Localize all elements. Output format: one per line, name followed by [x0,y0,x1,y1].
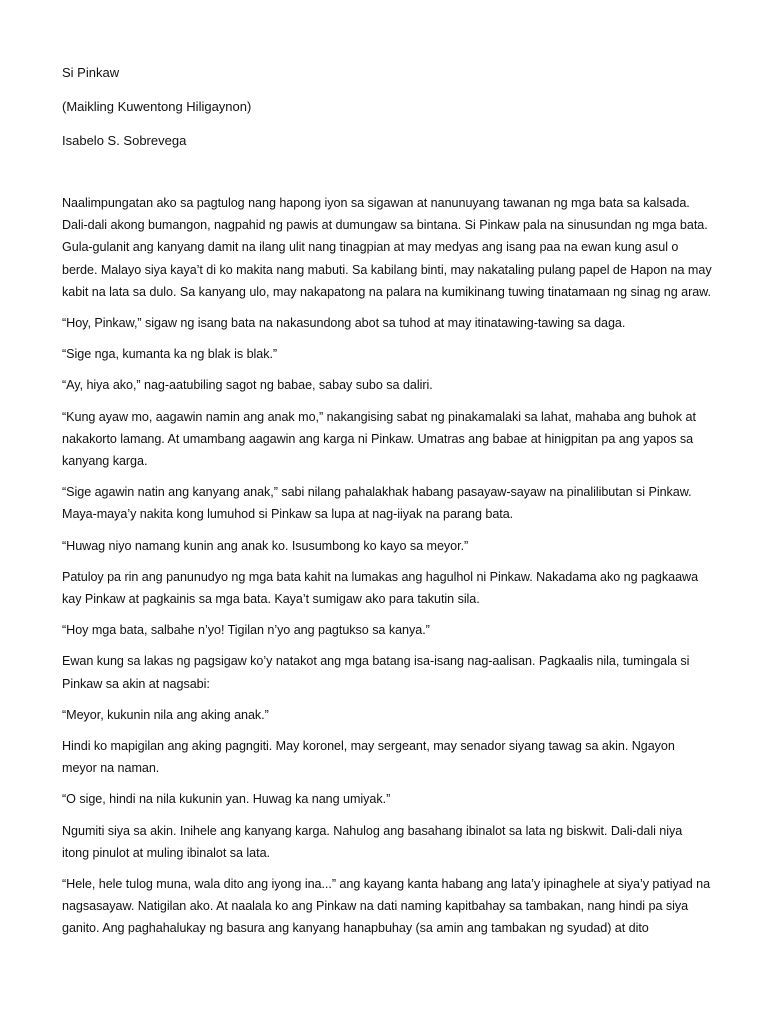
paragraph: “Kung ayaw mo, aagawin namin ang anak mo,” nakangising sabat ng pinakamalaki sa lahat, mahaba ang buhok at nakakorto lamang. At umambang aagawin ang karga ni Pinkaw. Umatras ang babae at hinigpitan pa ang yapos sa kanyang karga. [62,409,696,469]
story-body [62,192,712,949]
document-page [62,0,712,1024]
paragraph: Ewan kung sa lakas ng pagsigaw ko’y natakot ang mga batang isa-isang nag-aalisan. Pagkaalis nila, tumingala si Pinkaw sa akin at nagsabi: [62,654,690,691]
paragraph: Ngumiti siya sa akin. Inihele ang kanyang karga. Nahulog ang basahang ibinalot sa lata ng biskwit. Dali-dali niya itong pinulot at muling ibinalot sa lata. [62,823,683,860]
paragraph: Hindi ko mapigilan ang aking pagngiti. May koronel, may sergeant, may senador siyang tawag sa akin. Ngayon meyor na naman. [62,739,675,776]
story-title: Si Pinkaw [62,65,120,80]
paragraph: Patuloy pa rin ang panunudyo ng mga bata kahit na lumakas ang hagulhol ni Pinkaw. Nakadama ako ng pagkaawa kay Pinkaw at pagkainis sa mga bata. Kaya’t sumigaw ako para takutin sila. [62,569,699,607]
paragraph: “O sige, hindi na nila kukunin yan. Huwag ka nang umiyak.” [62,792,391,807]
story-subtitle: (Maikling Kuwentong Hiligaynon) [62,99,252,114]
paragraph: “Huwag niyo namang kunin ang anak ko. Isusumbong ko kayo sa meyor.” [62,538,469,553]
paragraph: “Hoy, Pinkaw,” sigaw ng isang bata na nakasundong abot sa tuhod at may itinatawing-tawing sa daga. [62,316,626,331]
paragraph: “Sige agawin natin ang kanyang anak,” sabi nilang pahalakhak habang pasayaw-sayaw na pinalilibutan si Pinkaw. Maya-maya’y nakita kong lumuhod si Pinkaw sa lupa at nag-iiyak na parang bata. [62,485,692,522]
paragraph: “Sige nga, kumanta ka ng blak is blak.” [62,347,278,362]
story-author: Isabelo S. Sobrevega [62,133,187,148]
paragraph: “Meyor, kukunin nila ang aking anak.” [62,707,269,722]
paragraph: “Hele, hele tulog muna, wala dito ang iyong ina...” ang kayang kanta habang ang lata’y ipinaghele at siya’y patiyad na nagsasayaw. Natigilan ako. At naalala ko ang Pinkaw na dati naming kapitbahay sa tambakan, nang hindi pa siya ganito. Ang paghahalukay ng basura ang kanyang hanapbuhay (sa amin ang tambakan ng syudad) at dito [62,877,711,936]
paragraph: “Ay, hiya ako,” nag-aatubiling sagot ng babae, sabay subo sa daliri. [62,378,433,393]
paragraph: “Hoy mga bata, salbahe n’yo! Tigilan n’yo ang pagtukso sa kanya.” [62,623,430,638]
paragraph: Naalimpungatan ako sa pagtulog nang hapong iyon sa sigawan at nanunuyang tawanan ng mga bata sa kalsada. Dali-dali akong bumangon, nagpahid ng pawis at dumungaw sa bintana. Si Pinkaw pala na sinusundan ng mga bata. Gula-gulanit ang kanyang damit na ilang ulit nang tinagpian at may medyas ang isang paa na ewan kung asul o berde. Malayo siya kaya’t di ko makita nang mabuti. Sa kabilang binti, may nakataling pulang papel de Hapon na may kabit na lata sa dulo. Sa kanyang ulo, may nakapatong na palara na kumikinang tuwing tinatamaan ng sinag ng araw. [62,196,712,299]
